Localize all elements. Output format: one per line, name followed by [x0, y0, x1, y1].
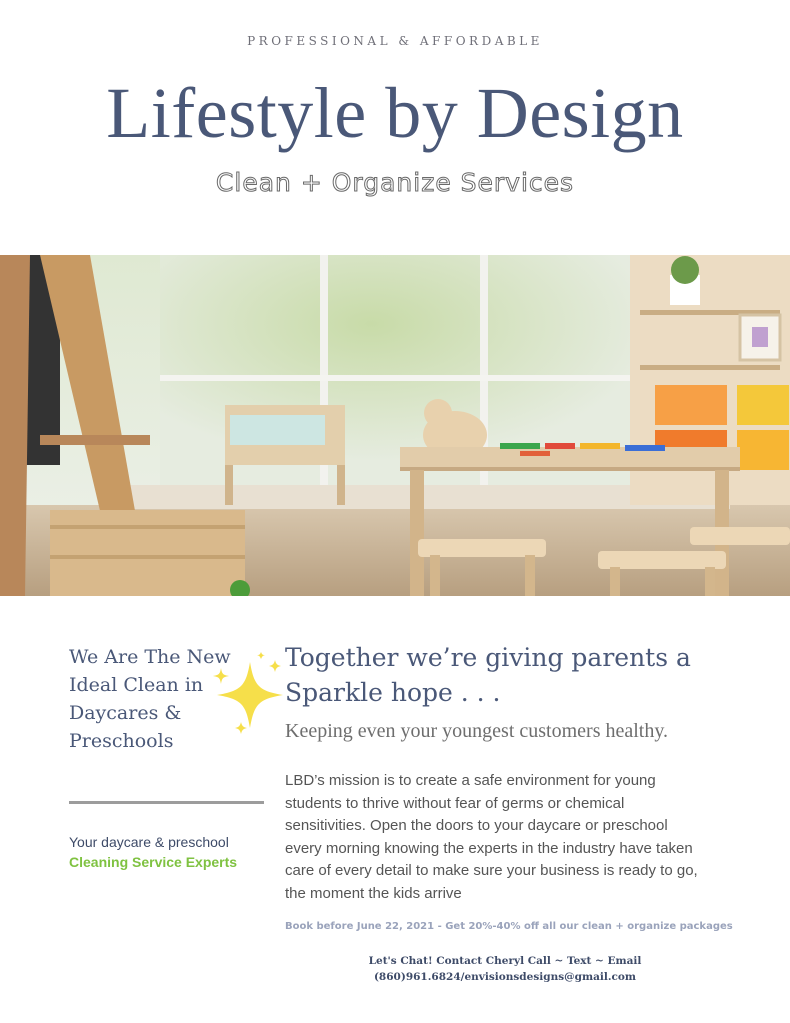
- page-subtitle: Clean + Organize Services: [215, 168, 575, 197]
- main-heading-line: Sparkle hope . . .: [285, 678, 501, 707]
- contact-block: [350, 953, 660, 985]
- contact-line: Let's Chat! Contact Cheryl Call ~ Text ~ Email: [368, 955, 642, 967]
- mission-line: sensitivities. Open the doors to your daycare or preschool: [285, 817, 668, 834]
- mission-text: [285, 770, 735, 905]
- mission-line: every morning knowing the experts in the industry have taken: [285, 839, 693, 857]
- classroom-photo: [0, 255, 790, 596]
- tagline: PROFESSIONAL & AFFORDABLE: [247, 34, 543, 48]
- promo-text: Book before June 22, 2021 - Get 20%-40% off all our clean + organize packages: [285, 921, 733, 932]
- main-subheading: Keeping even your youngest customers healthy.: [285, 720, 669, 742]
- sparkle-icon: [205, 650, 295, 740]
- page-title: Lifestyle by Design: [106, 73, 684, 153]
- left-subtext-1: Your daycare & preschool: [69, 834, 229, 850]
- left-heading-line: Preschools: [69, 730, 174, 752]
- mission-line: students to thrive without fear of germs or chemical: [285, 794, 625, 812]
- mission-line: the moment the kids arrive: [285, 884, 462, 902]
- left-heading-line: We Are The New: [69, 646, 231, 668]
- left-heading-line: Daycares &: [69, 702, 182, 724]
- mission-line: care of every detail to make sure your business is ready to go,: [285, 862, 698, 879]
- left-heading-line: Ideal Clean in: [69, 674, 204, 696]
- left-subtext-2: Cleaning Service Experts: [69, 854, 238, 870]
- divider: [69, 801, 264, 804]
- main-heading-line: Together we’re giving parents a: [285, 643, 691, 672]
- main-heading: [285, 640, 755, 710]
- contact-details[interactable]: (860)961.6824/envisionsdesigns@gmail.com: [373, 971, 637, 983]
- mission-line: LBD’s mission is to create a safe environment for young: [285, 772, 656, 789]
